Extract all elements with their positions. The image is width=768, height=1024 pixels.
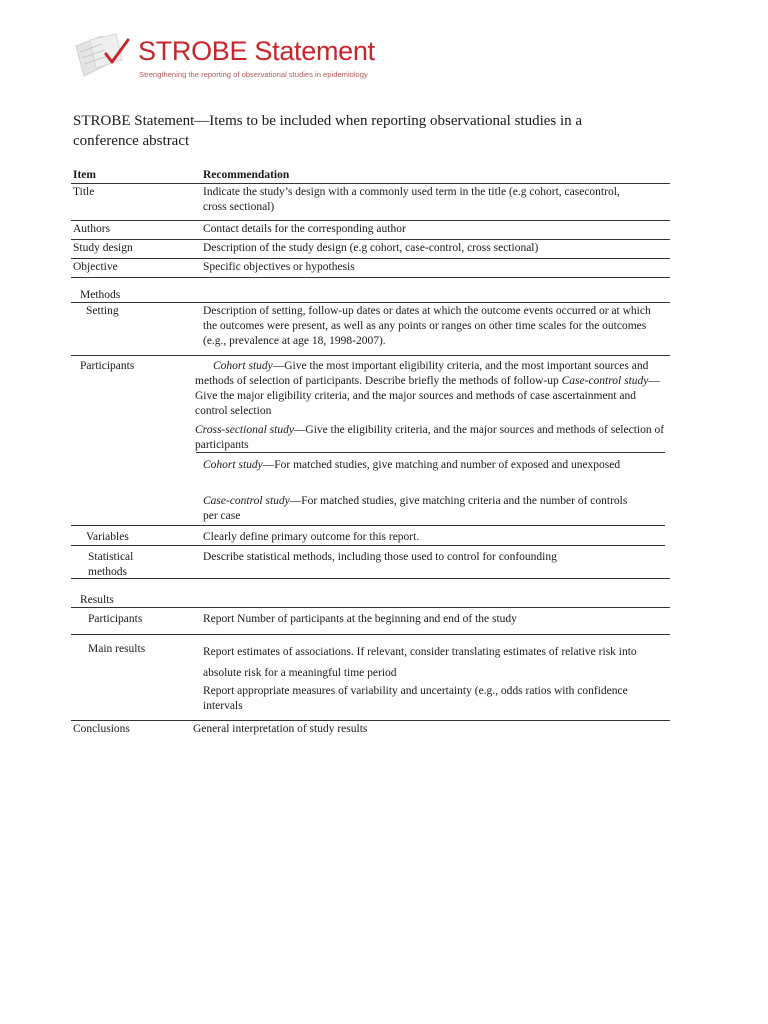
- row-title-recommendation: Indicate the study’s design with a commonly used term in the title (e.g cohort, casecontrol, cross sectional): [203, 186, 620, 213]
- methods-heading: Methods: [80, 289, 121, 301]
- table-rule: [71, 220, 670, 221]
- cross-sectional-study-text: —Give the eligibility criteria, and the major sources and methods of selection of participants: [195, 424, 665, 451]
- results-heading: Results: [80, 594, 114, 606]
- table-rule: [71, 578, 670, 579]
- row-conclusions-item: Conclusions: [73, 723, 130, 735]
- row-main-results-recommendation-2: Report appropriate measures of variability and uncertainty (e.g., odds ratios with confidence intervals: [203, 685, 628, 712]
- row-variables-recommendation: Clearly define primary outcome for this report.: [203, 531, 420, 543]
- table-rule: [71, 607, 670, 608]
- cohort-matched-text: —For matched studies, give matching and number of exposed and unexposed: [262, 459, 621, 471]
- strobe-logo: [72, 30, 375, 86]
- row-setting-item: Setting: [86, 305, 119, 317]
- row-authors-recommendation: Contact details for the corresponding author: [203, 223, 406, 235]
- row-main-results-recommendation-1: Report estimates of associations. If relevant, consider translating estimates of relative risk into absolute risk for a meaningful time period: [203, 646, 637, 679]
- row-objective-recommendation: Specific objectives or hypothesis: [203, 261, 355, 273]
- participants-cohort-paragraph: [195, 359, 661, 419]
- cohort-study-label: Cohort study: [213, 360, 273, 372]
- table-rule: [71, 525, 665, 526]
- table-rule: [71, 720, 670, 721]
- case-control-study-text: —Give the major eligibility criteria, and the major sources and methods of case ascertainment and control selection: [195, 375, 660, 417]
- cohort-study-label: Cohort study: [203, 459, 263, 471]
- table-rule: [71, 277, 670, 278]
- row-participants-item: Participants: [80, 360, 135, 372]
- case-control-study-label: Case-control study: [203, 495, 290, 507]
- row-conclusions-recommendation: General interpretation of study results: [193, 723, 368, 735]
- document-title: STROBE Statement—Items to be included when reporting observational studies in a conference abstract: [73, 113, 583, 149]
- header-recommendation: Recommendation: [203, 169, 290, 181]
- case-control-study-label: Case-control study: [561, 375, 649, 387]
- logo-title: STROBE Statement: [138, 36, 375, 66]
- row-variables-item: Variables: [86, 531, 129, 543]
- table-rule: [71, 239, 670, 240]
- row-design-recommendation: Description of the study design (e.g cohort, case-control, cross sectional): [203, 242, 539, 254]
- participants-case-control-matched-paragraph: [203, 494, 643, 524]
- table-rule: [196, 452, 665, 453]
- header-item: Item: [73, 169, 96, 181]
- table-rule: [71, 355, 670, 356]
- row-objective-item: Objective: [73, 261, 118, 273]
- participants-cohort-matched-paragraph: [203, 457, 623, 474]
- cohort-study-text: —Give the most important eligibility criteria, and the most important sources and methods of selection of participants. Describe briefly the methods of follow-up: [195, 360, 649, 387]
- table-rule: [71, 258, 670, 259]
- row-statistical-methods-recommendation: Describe statistical methods, including those used to control for confounding: [203, 551, 557, 563]
- row-main-results-item: Main results: [88, 643, 146, 655]
- strobe-logo-icon: [72, 32, 138, 82]
- row-authors-item: Authors: [73, 223, 111, 235]
- row-title-item: Title: [73, 186, 95, 198]
- participants-cross-sectional-paragraph: [195, 423, 667, 453]
- table-rule: [71, 634, 670, 635]
- case-control-matched-text: —For matched studies, give matching criteria and the number of controls per case: [203, 495, 628, 522]
- logo-tagline: Strengthening the reporting of observational studies in epidemiology: [139, 70, 368, 79]
- row-design-item: Study design: [73, 242, 133, 254]
- row-results-participants-item: Participants: [88, 613, 143, 625]
- row-setting-recommendation: Description of setting, follow-up dates or dates at which the outcome events occurred or at which the outcomes were present, as well as any points or ranges on other time scales for the outcomes (e.g., prevalence at age 18, 1998-2007).: [203, 305, 651, 347]
- table-rule: [71, 302, 670, 303]
- table-rule: [71, 183, 670, 184]
- cross-sectional-study-label: Cross-sectional study: [195, 424, 294, 436]
- row-results-participants-recommendation: Report Number of participants at the beginning and end of the study: [203, 613, 517, 625]
- row-statistical-methods-item: Statistical methods: [88, 551, 134, 578]
- table-rule: [71, 545, 665, 546]
